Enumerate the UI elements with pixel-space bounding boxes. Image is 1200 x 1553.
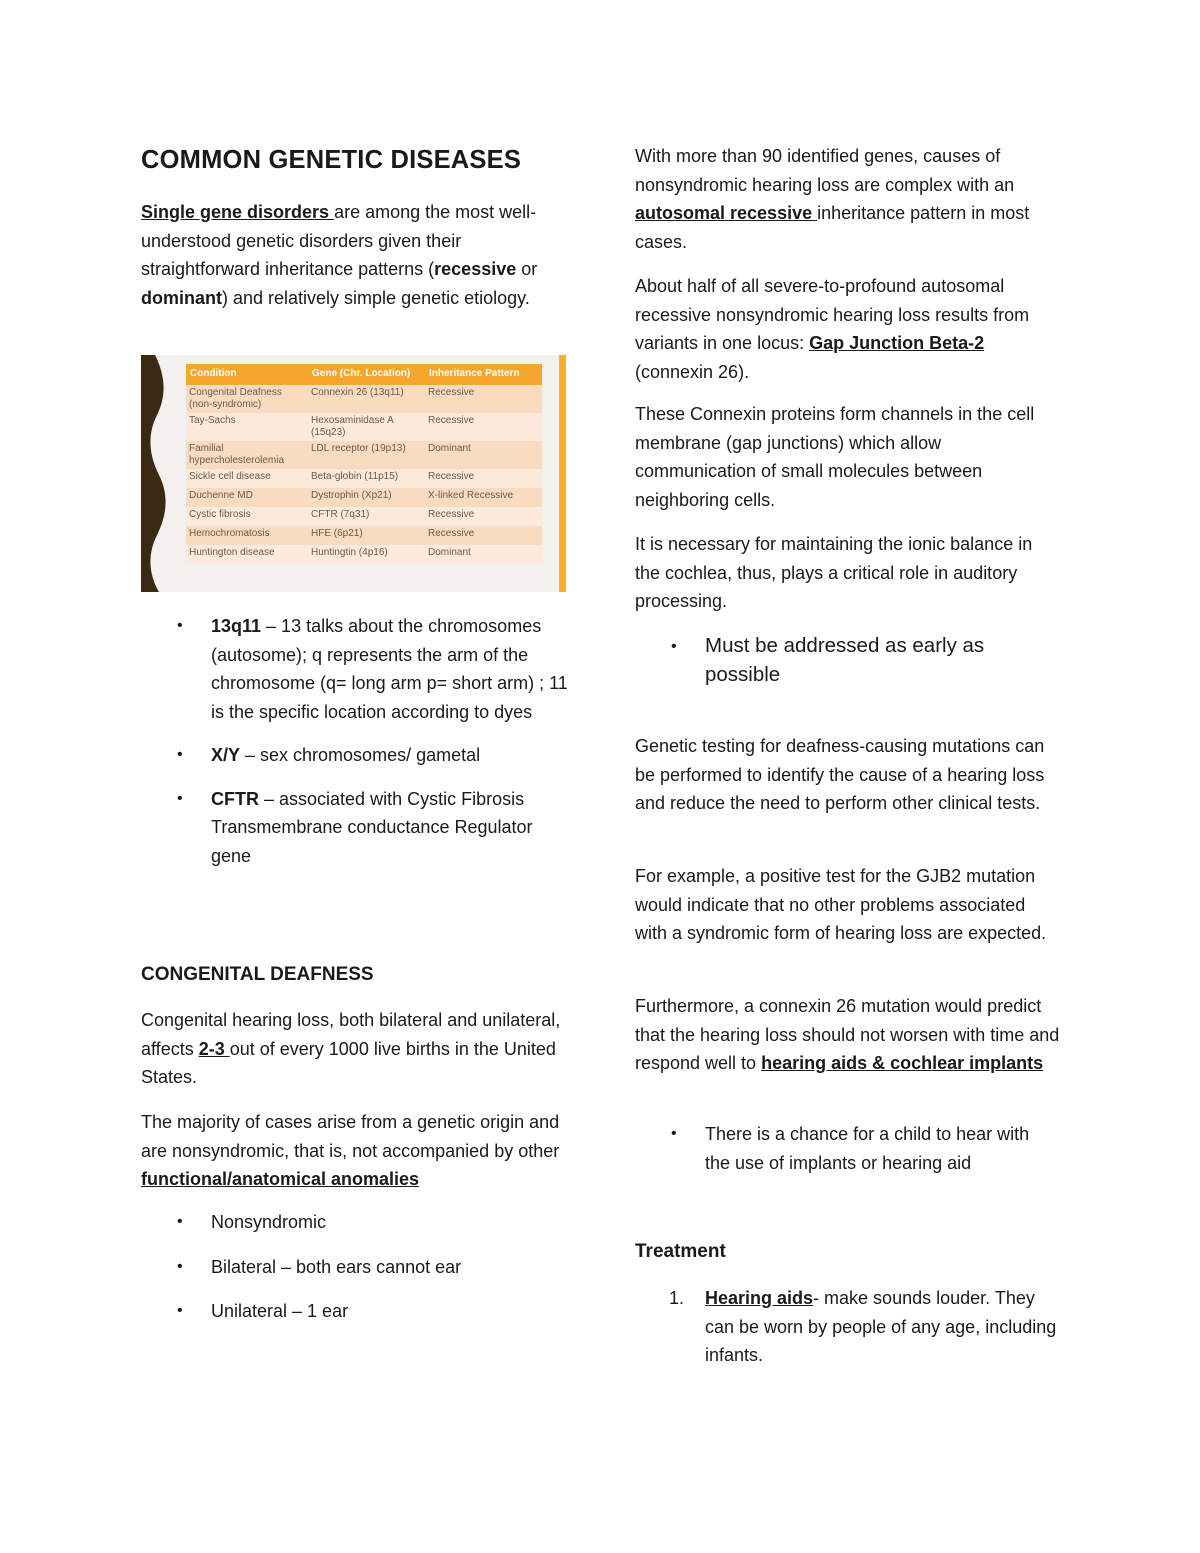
table-cell: Congenital Deafness (non-syndromic): [186, 385, 308, 413]
congenital-deafness-heading: CONGENITAL DEAFNESS: [141, 964, 374, 985]
ionic-balance-paragraph: It is necessary for maintaining the ionic balance in the cochlea, thus, plays a critical role in auditory processing.: [635, 534, 1033, 611]
genetic-testing-paragraph: Genetic testing for deafness-causing mutations can be performed to identify the cause of a hearing loss and reduce the need to perform other clinical tests.: [635, 736, 1045, 813]
table-row: [186, 441, 542, 469]
bullet-icon: •: [177, 617, 183, 634]
bullet-icon: •: [177, 1213, 183, 1230]
treatment-list: 1. Hearing aids- make sounds louder. They can be worn by people of any age, including infants.: [705, 1284, 1060, 1370]
table-cell: Cystic fibrosis: [186, 507, 308, 526]
table-row: [186, 469, 542, 488]
table-cell: Recessive: [425, 385, 542, 413]
implant-note-list: [671, 1120, 1055, 1177]
table-row: [186, 488, 542, 507]
treatment-heading: Treatment: [635, 1241, 726, 1262]
gap-junction-paragraph: About half of all severe-to-profound autosomal recessive nonsyndromic hearing loss results from variants in one locus: Gap Junction Beta-2 (connexin 26).: [635, 276, 1030, 382]
bullet-icon: •: [177, 1302, 183, 1319]
bullet-icon: •: [671, 638, 677, 655]
table-cell: HFE (6p21): [308, 526, 425, 545]
wave-border-decoration: [141, 355, 171, 592]
hearing-aids-link[interactable]: Hearing aids: [705, 1288, 814, 1308]
list-item: • There is a chance for a child to hear with the use of implants or hearing aid: [705, 1120, 1055, 1177]
table-cell: Beta-globin (11p15): [308, 469, 425, 488]
column-header: Gene (Chr. Location): [308, 364, 425, 385]
table-header-row: [186, 364, 542, 385]
table-cell: CFTR (7q31): [308, 507, 425, 526]
list-number: 1.: [669, 1288, 685, 1308]
table-cell: LDL receptor (19p13): [308, 441, 425, 469]
gap-junction-link[interactable]: Gap Junction Beta-2: [809, 333, 985, 353]
table-row: [186, 385, 542, 413]
table-cell: X-linked Recessive: [425, 488, 542, 507]
chromosome-notes-list: [177, 612, 571, 870]
page-title: COMMON GENETIC DISEASES: [141, 146, 522, 174]
connexin-paragraph: These Connexin proteins form channels in the cell membrane (gap junctions) which allow communication of small molecules between neighboring cells.: [635, 404, 1035, 510]
table-row: [186, 413, 542, 441]
table-cell: Recessive: [425, 526, 542, 545]
deafness-types-list: [177, 1208, 571, 1326]
table-row: [186, 545, 542, 564]
connexin-mutation-paragraph: Furthermore, a connexin 26 mutation would predict that the hearing loss should not worsen with time and respond well to hearing aids & cochlear implants: [635, 996, 1060, 1073]
table-cell: Huntington disease: [186, 545, 308, 564]
hearing-aids-implants-link[interactable]: hearing aids & cochlear implants: [761, 1053, 1044, 1073]
table-cell: Hemochromatosis: [186, 526, 308, 545]
table-cell: Hexosaminidase A (15q23): [308, 413, 425, 441]
bullet-icon: •: [177, 1257, 183, 1275]
bullet-icon: •: [177, 746, 183, 763]
hearing-loss-paragraph: Congenital hearing loss, both bilateral and unilateral, affects 2-3 out of every 1000 live births in the United States.: [141, 1010, 561, 1087]
table-row: [186, 507, 542, 526]
intro-paragraph: Single gene disorders are among the most well-understood genetic disorders given their straightforward inheritance patterns (recessive or dominant) and relatively simple genetic etiology.: [141, 202, 538, 308]
table-cell: Duchenne MD: [186, 488, 308, 507]
table-cell: Sickle cell disease: [186, 469, 308, 488]
table-cell: Tay-Sachs: [186, 413, 308, 441]
bullet-icon: •: [177, 789, 183, 807]
identified-genes-paragraph: With more than 90 identified genes, causes of nonsyndromic hearing loss are complex with an autosomal recessive inheritance pattern in most cases.: [635, 146, 1030, 252]
table-cell: Dominant: [425, 441, 542, 469]
genetic-origin-paragraph: The majority of cases arise from a genetic origin and are nonsyndromic, that is, not accompanied by other functional/anatomical anomalies: [141, 1112, 560, 1189]
genetic-diseases-table-image: [141, 355, 566, 592]
table-cell: Connexin 26 (13q11): [308, 385, 425, 413]
column-header: Condition: [186, 364, 308, 385]
table-cell: Recessive: [425, 507, 542, 526]
table-cell: Dystrophin (Xp21): [308, 488, 425, 507]
list-item: • Must be addressed as early as possible: [671, 634, 985, 686]
table-cell: Familial hypercholesterolemia: [186, 441, 308, 469]
list-item: • X/Y – sex chromosomes/ gametal: [211, 741, 571, 770]
autosomal-recessive-link[interactable]: autosomal recessive: [635, 203, 818, 223]
bullet-icon: •: [671, 1125, 677, 1142]
table-row: [186, 526, 542, 545]
column-header: Inheritance Pattern: [425, 364, 542, 385]
single-gene-disorders-link[interactable]: Single gene disorders: [141, 202, 335, 222]
table-cell: Recessive: [425, 469, 542, 488]
orange-stripe-decoration: [559, 355, 566, 592]
list-item: • Unilateral – 1 ear: [211, 1297, 571, 1326]
table-cell: Huntingtin (4p16): [308, 545, 425, 564]
table-cell: Recessive: [425, 413, 542, 441]
gjb2-example-paragraph: For example, a positive test for the GJB2 mutation would indicate that no other problems associated with a syndromic form of hearing loss are expected.: [635, 866, 1047, 943]
early-address-list: [671, 632, 1025, 689]
table-cell: Dominant: [425, 545, 542, 564]
genetic-diseases-table: [186, 364, 542, 564]
functional-anomalies-link[interactable]: functional/anatomical anomalies: [141, 1169, 420, 1189]
list-item: • Nonsyndromic: [211, 1208, 571, 1237]
list-item: • 13q11 – 13 talks about the chromosomes (autosome); q represents the arm of the chromosome (q= long arm p= short arm) ; 11 is the specific location according to dyes: [211, 612, 571, 726]
list-item: • CFTR – associated with Cystic Fibrosis Transmembrane conductance Regulator gene: [211, 785, 571, 871]
list-item: • Bilateral – both ears cannot ear: [211, 1253, 571, 1282]
statistic-link[interactable]: 2-3: [198, 1038, 230, 1059]
